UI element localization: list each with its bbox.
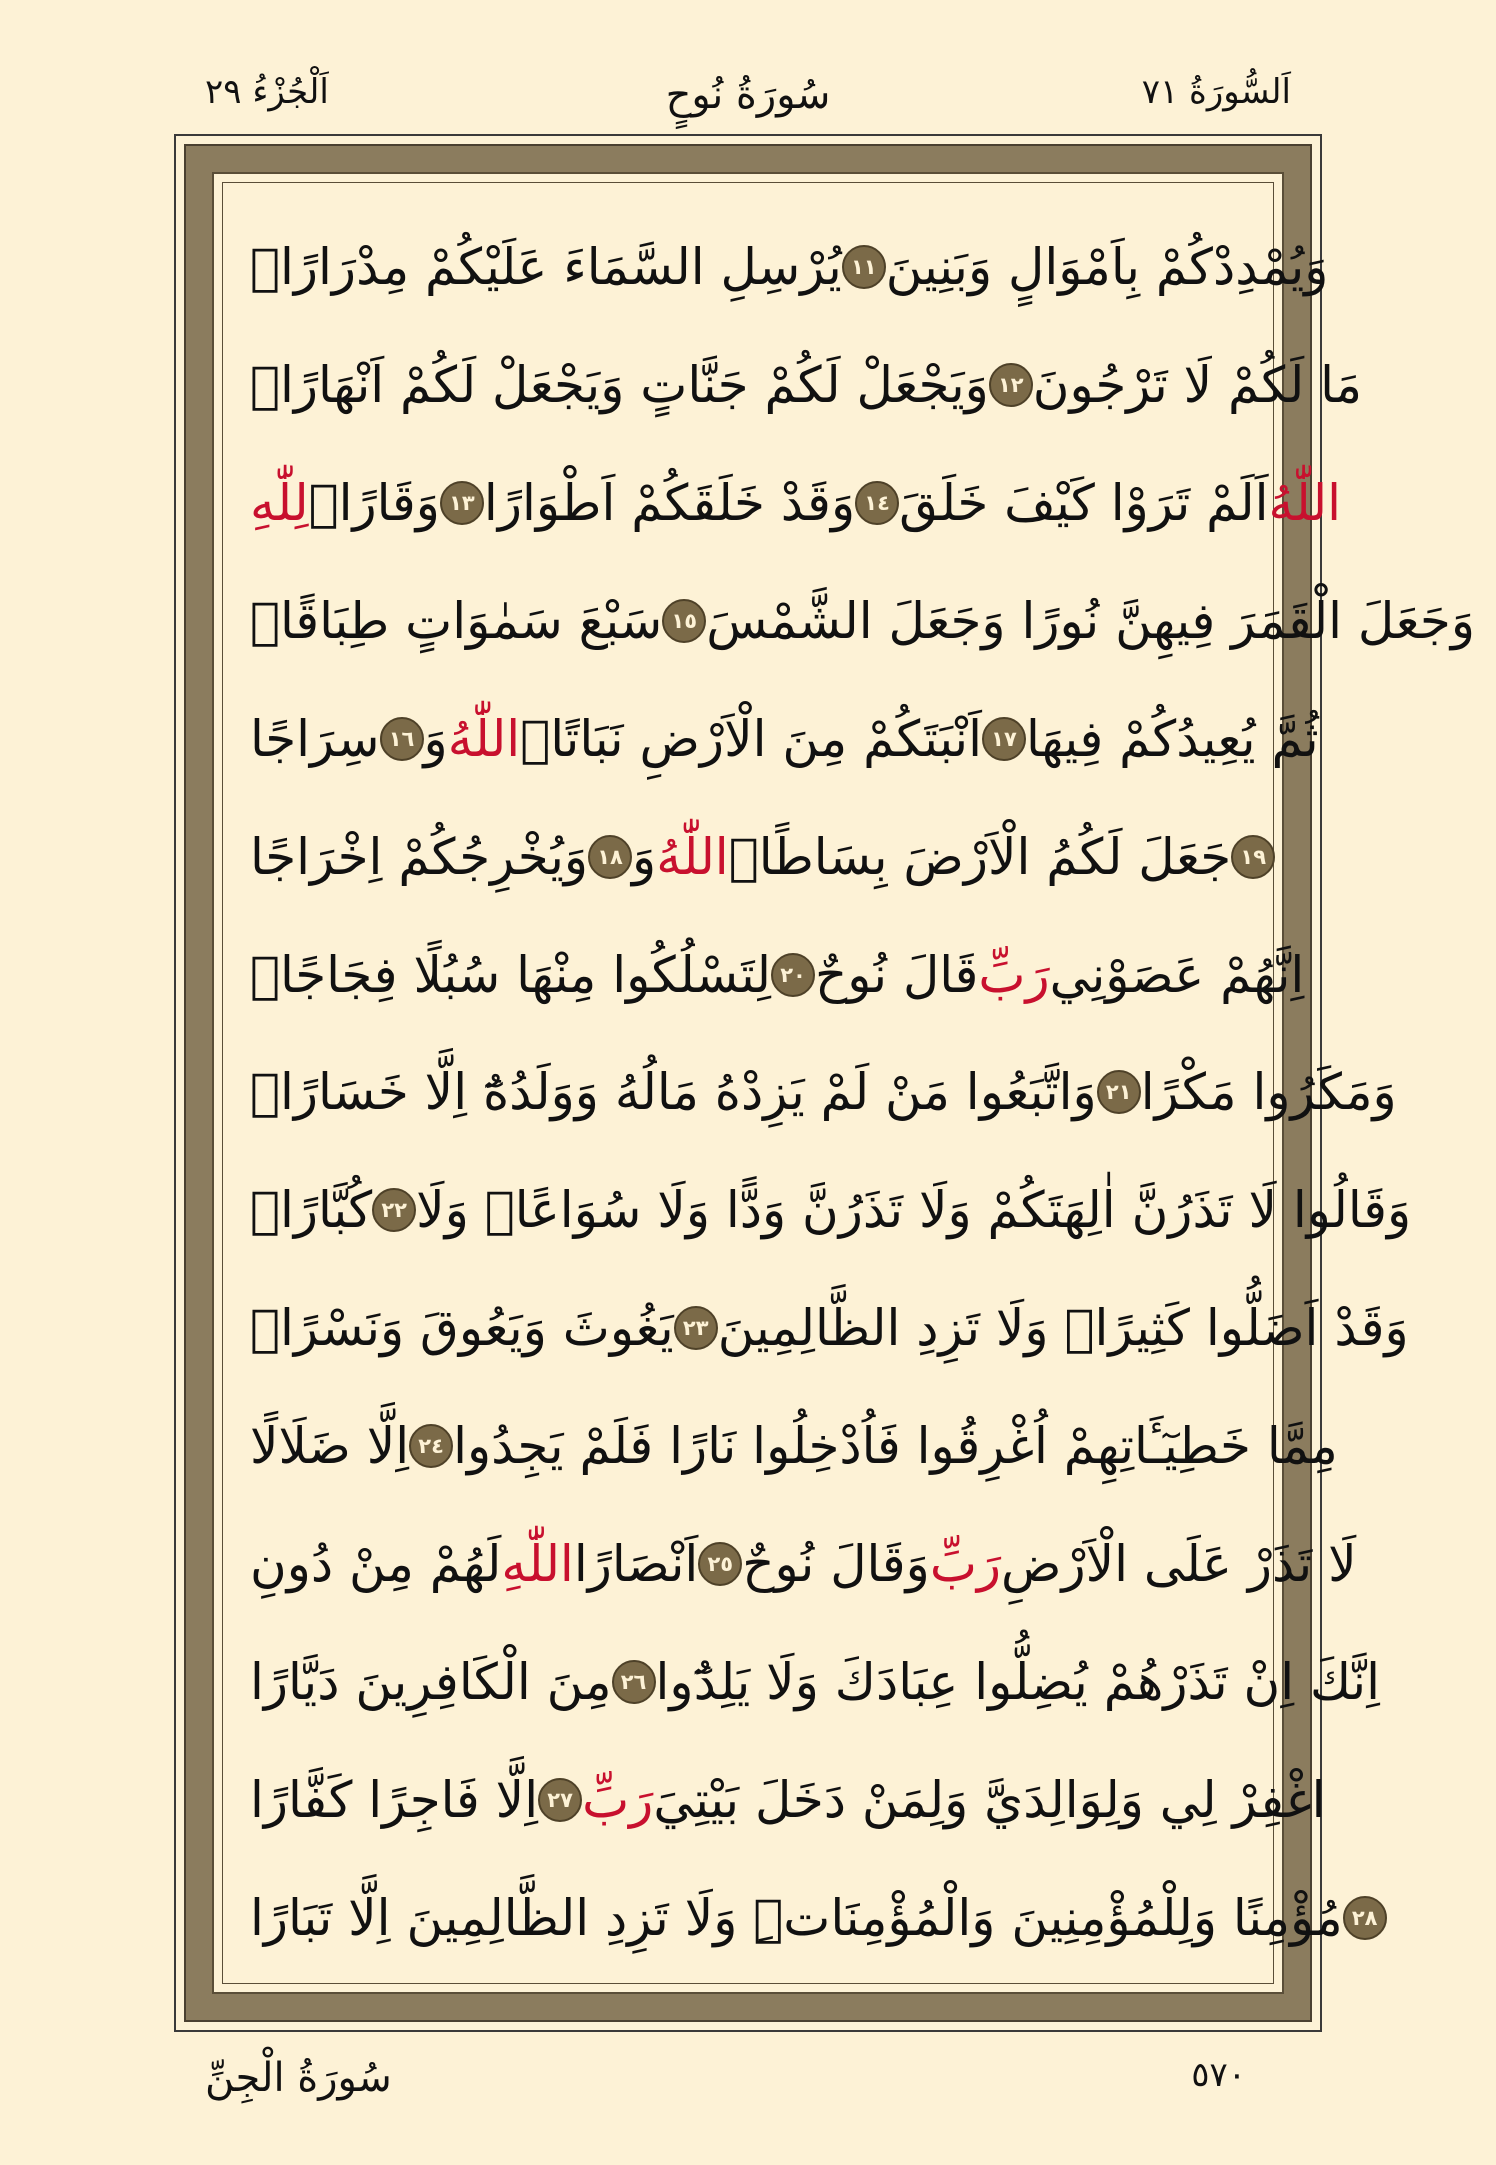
- verse-text: مُؤْمِنًا وَلِلْمُؤْمِنِينَ وَالْمُؤْمِنَاتِۜ وَلَا تَزِدِ الظَّالِمِينَ اِلَّا تَبَارًا: [250, 1888, 1343, 1947]
- verse-line: [250, 687, 1319, 791]
- ayah-number-marker: ١٦: [380, 717, 424, 761]
- verse-text: اَلَمْ تَرَوْا كَيْفَ خَلَقَ: [899, 473, 1269, 532]
- verse-line: [250, 333, 1363, 437]
- verse-line: [250, 1630, 1380, 1734]
- verse-line: [250, 1394, 1338, 1498]
- verse-text: وَقَدْ اَضَلُّوا كَثِيرًاۚ وَلَا تَزِدِ الظَّالِمِينَ: [717, 1299, 1409, 1358]
- verse-line: [250, 1276, 1409, 1380]
- ayah-number-marker: ٢٨: [1343, 1896, 1387, 1940]
- verse-text: وَقَدْ خَلَقَكُمْ اَطْوَارًا: [483, 473, 856, 532]
- verse-text: سِرَاجًا: [250, 709, 380, 768]
- verse-text: وَيَجْعَلْ لَكُمْ جَنَّاتٍ وَيَجْعَلْ لَكُمْ اَنْهَارًاۜ: [250, 355, 989, 414]
- verse-text: اِلَّا ضَلَالًا: [250, 1417, 410, 1476]
- ayah-number-marker: ١١: [842, 245, 886, 289]
- verse-text: يُرْسِلِ السَّمَاءَ عَلَيْكُمْ مِدْرَارًاۙ: [250, 238, 842, 296]
- verse-line: [250, 1512, 1357, 1616]
- verse-text: يَغُوثَ وَيَعُوقَ وَنَسْرًاۚ: [250, 1299, 674, 1358]
- verse-line: [250, 1748, 1326, 1852]
- ayah-number-marker: ٢٦: [612, 1660, 656, 1704]
- verse-text-area: [250, 215, 1475, 1970]
- divine-name-text: رَبِّ: [978, 945, 1050, 1004]
- verse-text: قَالَ نُوحٌ: [815, 945, 979, 1004]
- next-surah-label: سُورَةُ الْجِنِّ: [205, 2055, 392, 2101]
- verse-line: [250, 569, 1475, 673]
- verse-text: اَنْبَتَكُمْ مِنَ الْاَرْضِ نَبَاتًاۙ: [520, 709, 982, 768]
- ayah-number-marker: ١٥: [662, 599, 706, 643]
- ayah-number-marker: ١٧: [982, 717, 1026, 761]
- ayah-number-marker: ٢٣: [674, 1306, 718, 1350]
- juz-label: اَلْجُزْءُ ٢٩: [205, 72, 329, 112]
- verse-text: اَنْصَارًا: [573, 1535, 699, 1594]
- verse-line: [250, 1866, 1378, 1970]
- ayah-number-marker: ١٣: [440, 481, 484, 525]
- ayah-number-marker: ٢٠: [771, 953, 815, 997]
- divine-name-text: اللّٰهُ: [656, 827, 729, 886]
- verse-text: اغْفِرْ لِي وَلِوَالِدَيَّ وَلِمَنْ دَخَلَ بَيْتِيَ: [653, 1770, 1326, 1829]
- ayah-number-marker: ٢٤: [409, 1424, 453, 1468]
- ayah-number-marker: ٢٧: [538, 1778, 582, 1822]
- verse-line: [250, 1040, 1397, 1144]
- verse-text: وَجَعَلَ الْقَمَرَ فِيهِنَّ نُورًا وَجَعَلَ الشَّمْسَ: [706, 591, 1475, 650]
- verse-text: وَقَالُوا لَا تَذَرُنَّ اٰلِهَتَكُمْ وَلَا تَذَرُنَّ وَدًّا وَلَا سُوَاعًاۙ وَلَا: [416, 1181, 1412, 1240]
- verse-text: مِمَّا خَطِيٓـَٔاتِهِمْ اُغْرِقُوا فَاُدْخِلُوا نَارًا فَلَمْ يَجِدُوا: [453, 1417, 1338, 1476]
- ayah-number-marker: ١٩: [1231, 835, 1275, 879]
- verse-text: وَ: [423, 709, 448, 768]
- divine-name-text: رَبِّ: [582, 1770, 654, 1829]
- divine-name-text: اللّٰهِ: [501, 1535, 574, 1594]
- divine-name-text: اللّٰهُ: [1268, 473, 1342, 532]
- surah-number-label: اَلسُّورَةُ ٧١: [1141, 72, 1291, 112]
- verse-text: مِنَ الْكَافِرِينَ دَيَّارًا: [250, 1653, 612, 1712]
- verse-line: [250, 451, 1342, 555]
- page-number: ٥٧٠: [1191, 2055, 1246, 2095]
- verse-text: لَهُمْ مِنْ دُونِ: [250, 1535, 502, 1594]
- verse-text: سَبْعَ سَمٰوَاتٍ طِبَاقًاۙ: [250, 591, 663, 650]
- verse-text: وَقَالَ نُوحٌ: [742, 1535, 930, 1594]
- divine-name-text: رَبِّ: [929, 1535, 1002, 1594]
- verse-text: جَعَلَ لَكُمُ الْاَرْضَ بِسَاطًاۙ: [728, 827, 1232, 886]
- verse-text: كُبَّارًاۚ: [250, 1181, 373, 1240]
- verse-text: اِنَّكَ اِنْ تَذَرْهُمْ يُضِلُّوا عِبَادَكَ وَلَا يَلِدُٓوا: [655, 1653, 1380, 1712]
- verse-text: وَ: [632, 827, 657, 886]
- verse-line: [250, 1158, 1412, 1262]
- verse-text: وَمَكَرُوا مَكْرًا: [1140, 1063, 1397, 1122]
- verse-text: وَيُمْدِدْكُمْ بِاَمْوَالٍ وَبَنِينَ: [885, 238, 1329, 296]
- verse-line: [250, 923, 1305, 1027]
- ayah-number-marker: ٢٢: [372, 1188, 416, 1232]
- verse-text: اِنَّهُمْ عَصَوْنِي: [1049, 945, 1305, 1004]
- surah-title: سُورَةُ نُوحٍ: [665, 72, 831, 118]
- ayah-number-marker: ١٤: [855, 481, 899, 525]
- verse-text: مَا لَكُمْ لَا تَرْجُونَ: [1032, 355, 1363, 414]
- ayah-number-marker: ٢١: [1097, 1070, 1141, 1114]
- verse-text: وَاتَّبَعُوا مَنْ لَمْ يَزِدْهُ مَالُهُ وَوَلَدُهُٓ اِلَّا خَسَارًاۚ: [250, 1063, 1097, 1122]
- ayah-number-marker: ١٨: [588, 835, 632, 879]
- divine-name-text: اللّٰهُ: [447, 709, 521, 768]
- ayah-number-marker: ٢٥: [698, 1542, 742, 1586]
- verse-text: لِتَسْلُكُوا مِنْهَا سُبُلًا فِجَاجًاۚ: [250, 945, 772, 1004]
- verse-line: [250, 215, 1329, 319]
- verse-text: وَيُخْرِجُكُمْ اِخْرَاجًا: [250, 827, 589, 886]
- verse-text: لَا تَذَرْ عَلَى الْاَرْضِ: [1001, 1535, 1357, 1594]
- verse-text: اِلَّا فَاجِرًا كَفَّارًا: [250, 1770, 539, 1829]
- verse-text: ثُمَّ يُعِيدُكُمْ فِيهَا: [1025, 709, 1319, 768]
- ayah-number-marker: ١٢: [989, 363, 1033, 407]
- verse-line: [250, 805, 1267, 909]
- verse-text: وَقَارًاۚ: [308, 473, 440, 532]
- divine-name-text: لِلّٰهِ: [250, 473, 309, 532]
